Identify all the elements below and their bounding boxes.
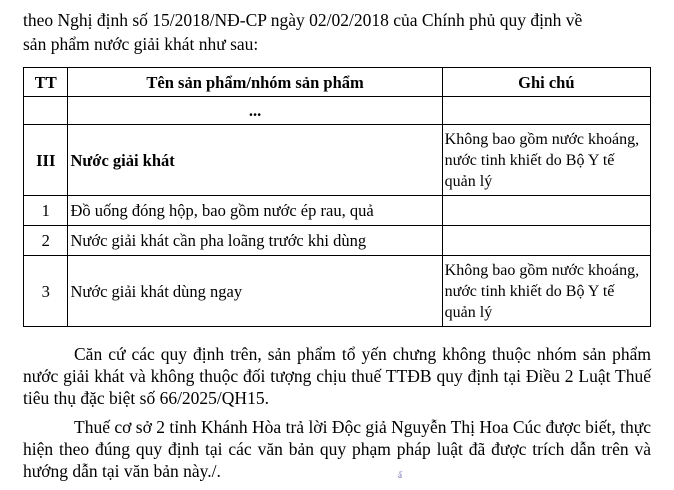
cell-note <box>442 97 650 125</box>
table-row <box>24 226 651 256</box>
paragraph-conclusion: Căn cứ các quy định trên, sản phẩm tổ yến chưng không thuộc nhóm sản phẩm nước giải khát và không thuộc đối tượng chịu thuế TTĐB quy định tại Điều 2 Luật Thuế tiêu thụ đặc biệt số 66/2025/QH15. <box>23 344 651 408</box>
header-tt: TT <box>24 68 68 97</box>
table-row <box>24 97 651 125</box>
table-row <box>24 256 651 327</box>
product-table <box>23 67 651 327</box>
header-note: Ghi chú <box>442 68 650 97</box>
cell-note <box>442 196 650 226</box>
cell-name: Nước giải khát cần pha loãng trước khi dùng <box>68 226 442 256</box>
cell-note: Không bao gồm nước khoáng, nước tinh khiết do Bộ Y tế quản lý <box>442 256 650 327</box>
cell-tt: 3 <box>24 256 68 327</box>
intro-text <box>23 8 651 56</box>
cell-note: Không bao gồm nước khoáng, nước tinh khiết do Bộ Y tế quản lý <box>442 125 650 196</box>
cell-note <box>442 226 650 256</box>
cell-tt: III <box>24 125 68 196</box>
table-header-row <box>24 68 651 97</box>
header-name: Tên sản phẩm/nhóm sản phẩm <box>68 68 442 97</box>
table-row <box>24 196 651 226</box>
cell-name: Nước giải khát <box>68 125 442 196</box>
table-row <box>24 125 651 196</box>
cell-tt <box>24 97 68 125</box>
paragraph-reply: Thuế cơ sở 2 tỉnh Khánh Hòa trả lời Độc giả Nguyễn Thị Hoa Cúc được biết, thực hiện theo đúng quy định tại các văn bản quy phạm pháp luật đã được trích dẫn trên và hướng dẫn tại văn bản này./. <box>23 417 651 481</box>
cell-name: Đồ uống đóng hộp, bao gồm nước ép rau, quả <box>68 196 442 226</box>
intro-line-1: theo Nghị định số 15/2018/NĐ-CP ngày 02/02/2018 của Chính phủ quy định về <box>23 10 583 30</box>
stray-mark: ấ <box>398 470 402 480</box>
intro-line-2: sản phẩm nước giải khát như sau: <box>23 34 259 54</box>
cell-name: ... <box>68 97 442 125</box>
cell-tt: 1 <box>24 196 68 226</box>
cell-name: Nước giải khát dùng ngay <box>68 256 442 327</box>
cell-tt: 2 <box>24 226 68 256</box>
